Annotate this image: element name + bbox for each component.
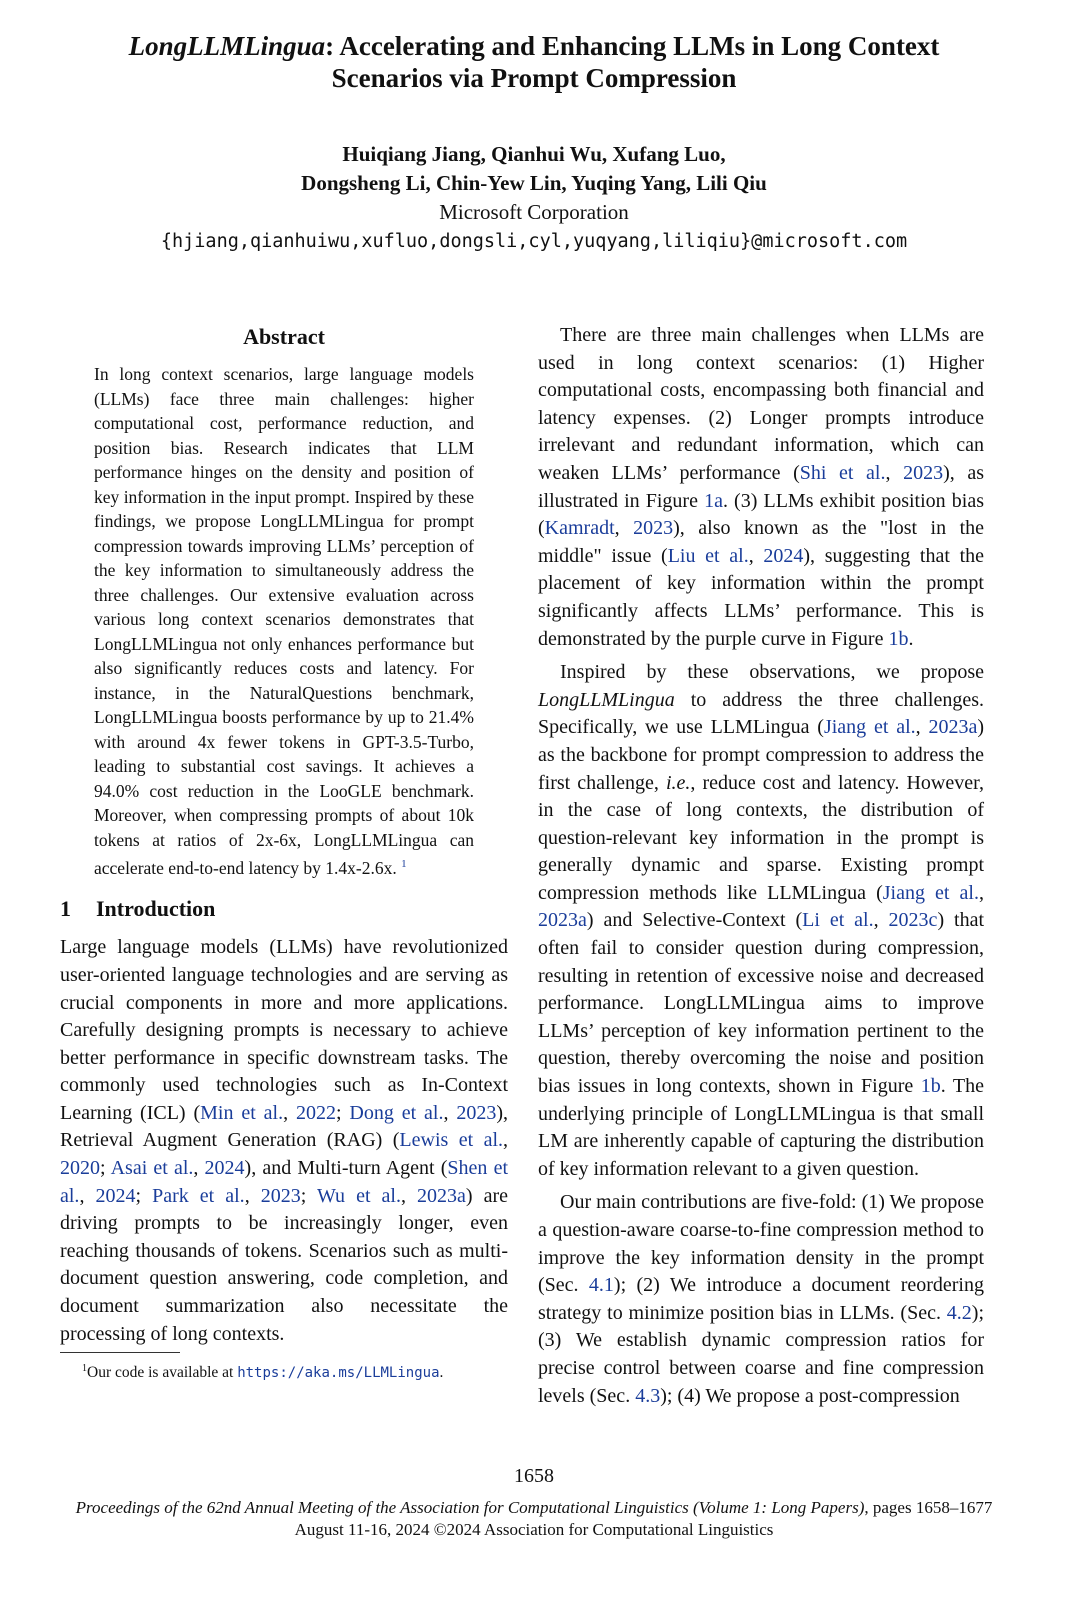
section-ref-link[interactable]: 4.1 (588, 1274, 614, 1297)
citation-link[interactable]: 2023a (417, 1184, 466, 1207)
footnote-divider (60, 1352, 180, 1353)
title-lead: LongLLMLingua (128, 31, 326, 61)
proceedings-venue: Proceedings of the 62nd Annual Meeting of the Association for Computational Linguistics (Volume 1: Long Papers) (75, 1498, 865, 1517)
text-run: , (283, 1101, 296, 1124)
text-run: ); (3) We establish dynamic compression ratios for precise control between coarse and fine compression levels (Sec. (538, 1301, 984, 1407)
text-run: , (979, 881, 984, 904)
text-run: , (244, 1184, 261, 1207)
text-run: , (443, 1101, 457, 1124)
left-column (60, 322, 508, 1383)
citation-link[interactable]: 2023 (633, 517, 674, 540)
text-run: ), as illustrated in Figure (538, 461, 984, 512)
title-line-1 (40, 30, 1028, 62)
citation-link[interactable]: Dong et al. (349, 1101, 444, 1124)
paper-title (40, 30, 1028, 94)
citation-link[interactable]: 2024 (95, 1184, 136, 1207)
citation-link[interactable]: Lewis et al. (399, 1129, 504, 1152)
citation-link[interactable]: Jiang et al. (882, 881, 979, 904)
citation-link[interactable]: 2024 (204, 1157, 245, 1180)
text-run: Inspired by these observations, we propose (560, 661, 984, 684)
text-run: , (614, 517, 634, 540)
author-block (40, 140, 1028, 257)
text-run: ; (335, 1101, 350, 1124)
figure-ref-link[interactable]: 1b (888, 627, 909, 650)
citation-link[interactable]: Kamradt (544, 517, 615, 540)
citation-link[interactable]: Wu et al. (316, 1184, 401, 1207)
right-paragraph-3 (538, 1189, 984, 1410)
proceedings-line-1 (0, 1497, 1068, 1519)
citation-link[interactable]: 2023c (888, 909, 938, 932)
text-run: ; (100, 1157, 111, 1180)
emphasis-text: LongLLMLingua (538, 688, 675, 711)
author-names-line-1: Huiqiang Jiang, Qianhui Wu, Xufang Luo, (342, 142, 726, 166)
citation-link[interactable]: Li et al. (802, 909, 874, 932)
section-heading-introduction (60, 894, 508, 924)
figure-ref-link[interactable]: 1b (920, 1075, 941, 1098)
text-run: ; (135, 1184, 153, 1207)
citation-link[interactable]: 2023a (928, 716, 978, 739)
footnote-end: . (439, 1364, 444, 1382)
citation-link[interactable]: Shi et al. (799, 461, 886, 484)
abstract-heading: Abstract (243, 324, 325, 349)
intro-paragraph-1 (60, 934, 508, 1348)
text-run: ), suggesting that the placement of key information within the prompt significantly affects LLMs’ performance. This is demonstrated by the purple curve in Figure (538, 544, 985, 650)
citation-link[interactable]: 2020 (60, 1157, 100, 1180)
text-run: , (503, 1129, 509, 1152)
right-paragraph-1 (538, 322, 984, 653)
citation-link[interactable]: Jiang et al. (823, 716, 916, 739)
proceedings-pages: , pages 1658–1677 (864, 1498, 993, 1517)
right-column (538, 322, 984, 1410)
text-run: Our main contributions are five-fold: (1) We propose a question-aware coarse-to-fine compression method to improve the key information density in the prompt (Sec. (538, 1191, 985, 1297)
text-run: to address the three challenges. Specifically, we use LLMLingua ( (538, 688, 984, 739)
text-run: , (400, 1184, 418, 1207)
proceedings-line-2: August 11-16, 2024 ©2024 Association for Computational Linguistics (294, 1520, 774, 1539)
text-run: . (3) LLMs exhibit position bias ( (538, 489, 984, 540)
citation-link[interactable]: Shen et al. (60, 1157, 508, 1207)
abstract-body (94, 362, 474, 880)
text-run: ) are driving prompts to be increasingly longer, even reaching thousands of tokens. Scenarios such as multi-document question answering, code completion, and document summarization also necessitate the processing of long contexts. (60, 1184, 509, 1345)
abstract-footnote-link[interactable]: 1 (401, 858, 407, 870)
section-title: Introduction (96, 896, 216, 922)
section-ref-link[interactable]: 4.3 (635, 1384, 661, 1407)
footnote-text: Our code is available at (87, 1364, 238, 1382)
citation-link[interactable]: Liu et al. (667, 544, 749, 567)
title-rest: : Accelerating and Enhancing LLMs in Long Context (325, 31, 940, 61)
author-names-line-2: Dongsheng Li, Chin-Yew Lin, Yuqing Yang, Lili Qiu (301, 171, 767, 195)
citation-link[interactable]: 2023 (456, 1101, 497, 1124)
text-run: ); (4) We propose a post-compression (660, 1384, 960, 1407)
text-run: , (915, 716, 929, 739)
text-run: ) and Selective-Context ( (586, 909, 803, 932)
citation-link[interactable]: Min et al. (200, 1101, 284, 1124)
text-run: . (908, 627, 914, 650)
section-number: 1 (60, 896, 71, 922)
text-run: . The underlying principle of LongLLMLingua is that small LM are inherently capable of capturing the distribution of key information relevant to a given question. (538, 1075, 984, 1180)
proceedings-footer (0, 1497, 1068, 1541)
affiliation: Microsoft Corporation (439, 200, 629, 224)
citation-link[interactable]: Park et al. (152, 1184, 245, 1207)
text-run: ), Retrieval Augment Generation (RAG) ( (60, 1101, 509, 1152)
emphasis-text: i.e. (665, 771, 691, 794)
citation-link[interactable]: 2022 (295, 1101, 336, 1124)
text-run: Large language models (LLMs) have revolutionized user-oriented language technologies and are serving as crucial components in more and more applications. Carefully designing prompts is necessary to achieve better performance in specific downstream tasks. The commonly used technologies such as In-Context Learning (ICL) ( (60, 936, 508, 1124)
section-ref-link[interactable]: 4.2 (946, 1301, 972, 1324)
author-emails: {hjiang,qianhuiwu,xufluo,dongsli,cyl,yuqyang,liliqiu}@microsoft.com (160, 231, 908, 252)
text-run: ; (300, 1184, 317, 1207)
abstract-text: In long context scenarios, large language models (LLMs) face three main challenges: higher computational cost, performance reduction, and position bias. Research indicates that LLM performance hinges on the density and position of key information in the input prompt. Inspired by these findings, we propose LongLLMLingua for prompt compression towards improving LLMs’ perception of the key information to simultaneously address the three challenges. Our extensive evaluation across various long context scenarios demonstrates that LongLLMLingua not only enhances performance but also significantly reduces costs and latency. For instance, in the NaturalQuestions benchmark, LongLLMLingua boosts performance by up to 21.4% with around 4x fewer tokens in GPT-3.5-Turbo, leading to substantial cost savings. It achieves a 94.0% cost reduction in the LooGLE benchmark. Moreover, when compressing prompts of about 10k tokens at ratios of 2x-6x, LongLLMLingua can accelerate end-to-end latency by 1.4x-2.6x. (94, 364, 474, 878)
footnote (82, 1359, 508, 1383)
footnote-mark: 1 (82, 1363, 87, 1375)
page-number: 1658 (514, 1465, 554, 1487)
text-run: , (79, 1184, 96, 1207)
citation-link[interactable]: 2023 (260, 1184, 301, 1207)
text-run: ) that often fail to consider question during compression, resulting in retention of excessive noise and decreased performance. LongLLMLingua aims to improve LLMs’ perception of key information pertinent to the question, thereby overcoming the noise and position bias issues in long contexts, shown in Figure (538, 909, 985, 1098)
text-run: , (193, 1157, 205, 1180)
citation-link[interactable]: 2023 (903, 461, 944, 484)
text-run: ) as the backbone for prompt compression to address the first challenge, (538, 716, 984, 794)
text-run: ), also known as the "lost in the middle" issue ( (538, 517, 984, 567)
text-run: ), and Multi-turn Agent ( (244, 1157, 448, 1180)
right-paragraph-2 (538, 659, 984, 1183)
text-run: , (748, 544, 764, 567)
text-run: , (873, 909, 889, 932)
code-url-link[interactable]: https://aka.ms/LLMLingua (237, 1365, 440, 1382)
citation-link[interactable]: 2023a (538, 909, 587, 932)
text-run: There are three main challenges when LLMs are used in long context scenarios: (1) Higher computational costs, encompassing both financial and latency expenses. (2) Longer prompts introduce irrelevant and redundant information, which can weaken LLMs’ performance ( (538, 324, 984, 484)
title-line-2: Scenarios via Prompt Compression (331, 63, 737, 93)
figure-ref-link[interactable]: 1a (704, 489, 723, 512)
citation-link[interactable]: 2024 (763, 544, 804, 567)
text-run: , reduce cost and latency. However, in the case of long contexts, the distribution of question-relevant key information in the prompt is generally dynamic and sparse. Existing prompt compression methods like LLMLingua ( (538, 771, 984, 904)
citation-link[interactable]: Asai et al. (110, 1157, 194, 1180)
text-run: , (885, 461, 904, 484)
text-run: ); (2) We introduce a document reordering strategy to minimize position bias in LLMs. (Sec. (538, 1274, 984, 1324)
